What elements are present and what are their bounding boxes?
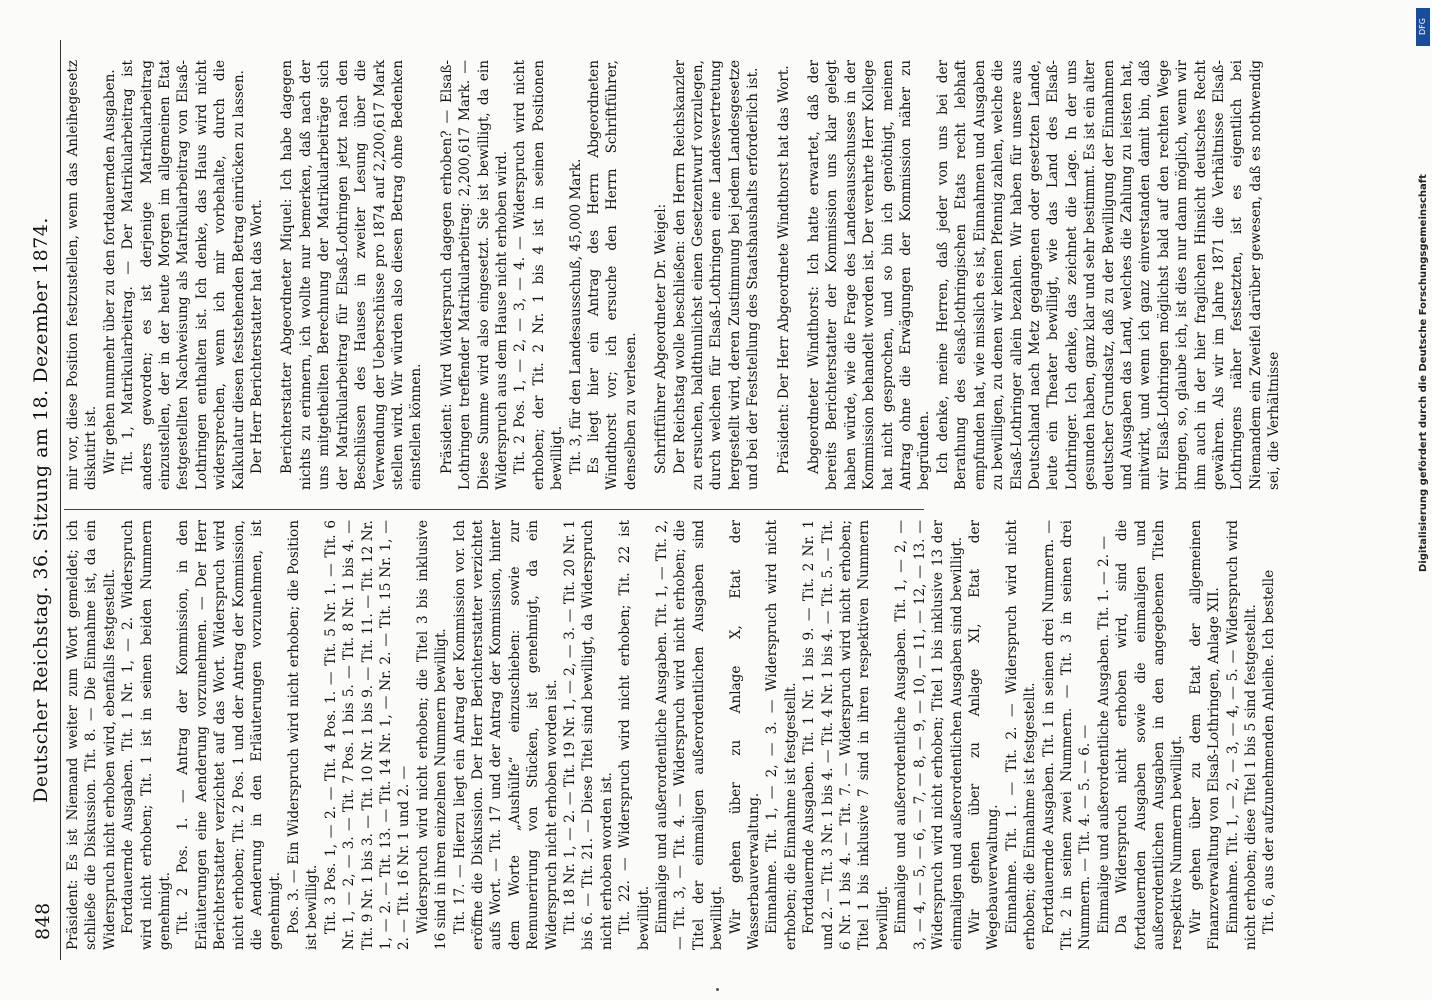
paragraph: Tit. 2 Pos. 1. — Antrag der Kommission, in den Erläuterungen eine Aenderung vorzunehmen. — Der Herr Berichterstatter verzichtet auf das Wort. Widerspruch wird nicht erhoben; Tit. 2 Pos. 1 und der Antrag der Kommission, die Aenderung in den Erläuterungen vorzunehmen, ist genehmigt. bbox=[175, 520, 284, 950]
paragraph: Es liegt hier ein Antrag des Herrn Abgeordneten Windthorst vor; ich ersuche den Herrn Schriftführer, denselben zu verlesen. bbox=[585, 60, 639, 490]
paragraph: Abgeordneter Windthorst: Ich hatte erwartet, daß der bereits Berichterstatter der Kommission uns klar gelegt haben würde, wie die Frage des Landesausschusses in der Kommission behandelt worden ist. Der verehrte Herr Kollege hat nicht gesprochen, und so bin ich genöthigt, meinen Antrag ohne die Erwägungen der Kommission näher zu begründen. bbox=[806, 60, 933, 490]
header-rule bbox=[60, 40, 61, 960]
paragraph: Wir gehen über zu dem Etat der allgemeinen Finanzverwaltung von Elsaß-Lothringen, Anlage XII. bbox=[1187, 520, 1223, 950]
paragraph: Tit. 22. — Widerspruch wird nicht erhoben; Tit. 22 ist bewilligt. bbox=[617, 520, 652, 950]
paragraph: Widerspruch wird nicht erhoben; die Titel 3 bis inklusive 16 sind in ihren einzelnen Nummern bewilligt. bbox=[414, 520, 450, 950]
paragraph: Einnahme. Tit. 1, — 2, — 3, — 4, — 5. — Widerspruch wird nicht erhoben; diese Titel 1 bis 5 sind festgestellt. bbox=[1224, 520, 1259, 950]
paragraph: Tit. 1, Matrikularbeitrag. — Der Matrikularbeitrag ist anders geworden; es ist derjenige Matrikularbeitrag einzustellen, der in der heute Morgen im allgemeinen Etat festgestellten Nachweisung als Matrikularbeitrag von Elsaß-Lothringen enthalten ist. Ich denke, das Haus wird nicht widersprechen, wenn ich mir vorbehalte, durch die Kalkulatur diesen feststehenden Betrag einrücken zu lassen. bbox=[120, 60, 247, 490]
paragraph: Tit. 3 Pos. 1, — 2. — Tit. 4 Pos. 1. — Tit. 5 Nr. 1. — Tit. 6 Nr. 1, — 2, — 3. — Tit. 7 Pos. 1 bis 5. — Tit. 8 Nr. 1 bis 4. — Tit. 9 Nr. 1 bis 3. — Tit. 10 Nr. 1 bis 9. — Tit. 11. — Tit. 12 Nr. 1, — 2. — Tit. 13. — Tit. 14 Nr. 1, — Nr. 2. — Tit. 15 Nr. 1, — 2. — Tit. 16 Nr. 1 und 2. — bbox=[322, 520, 413, 950]
digitization-credit: Digitalisierung gefördert durch die Deutsche Forschungsgemeinschaft bbox=[1418, 174, 1429, 572]
left-column bbox=[64, 520, 1279, 950]
paragraph: Einmalige und außerordentliche Ausgaben. Tit. 1, — Tit. 2, — Tit. 3, — Tit. 4. — Widerspruch wird nicht erhoben; die Titel der einmaligen außerordentlichen Ausgaben sind bewilligt. bbox=[654, 520, 726, 950]
page-title: Deutscher Reichstag. 36. Sitzung am 18. Dezember 1874. bbox=[30, 217, 52, 803]
paragraph: Tit. 17. — Hierzu liegt ein Antrag der Kommission vor. Ich eröffne die Diskussion. Der Herr Berichterstatter verzichtet aufs Wort. — Tit. 17 und der Antrag der Kommission, hinter dem Worte „Aushülfe“ einzuschieben: sowie zur Remunerirung von Stücken, ist genehmigt, da ein Widerspruch nicht erhoben worden ist. bbox=[451, 520, 560, 950]
paragraph: Schriftführer Abgeordneter Dr. Weigel: bbox=[653, 203, 670, 474]
page-header bbox=[26, 60, 60, 960]
paragraph: Tit. 2 Pos. 1, — 2, — 3, — 4. — Widerspruch wird nicht erhoben; der Tit. 2 Nr. 1 bis 4 ist in seinen Positionen bewilligt. bbox=[512, 60, 566, 490]
paragraph: Fortdauernde Ausgaben. Tit. 1 in seinen drei Nummern. — Tit. 2 in seinen zwei Nummern. — Tit. 3 in seinen drei Nummern. — Tit. 4. — 5. — 6. — bbox=[1040, 520, 1094, 950]
paragraph: Fortdauernde Ausgaben. Tit. 1 Nr. 1, — 2. Widerspruch wird nicht erhoben; Tit. 1 ist in seinen beiden Nummern genehmigt. bbox=[120, 520, 174, 950]
paragraph: Einnahme. Tit. 1. — Tit. 2. — Widerspruch wird nicht erhoben; die Einnahme ist festgestellt. bbox=[1003, 520, 1039, 950]
speck bbox=[716, 988, 719, 991]
paragraph: Ich denke, meine Herren, daß jeder von uns bei der Berathung des elsaß-lothringischen Etats recht lebhaft empfunden hat, wie misslich es ist, Einnahmen und Ausgaben zu bewilligen, zu denen wir keinen Pfennig zahlen, welche die Elsaß-Lothringer allein bezahlen. Wir haben für unsere aus Deutschland nach Metz gegangenen oder gesetzten Lande, leute ein Theater bewilligt, wie das Land des Elsaß-Lothringer. Ich denke, das zeichnet die Lage. In der uns gesunden haben, ganz klar und sehr bestimmt. Es ist ein alter deutscher Grundsatz, daß zu der Bewilligung der Einnahmen und Ausgaben das Land, welches die Zahlung zu leisten hat, mitwirkt, und wenn ich ganz einverstanden damit bin, daß wir Elsaß-Lothringen möglichst bald auf den rechten Wege bringen, so, glaube ich, ist dies nur dann möglich, wenn wir ihm auch in der hier fraglichen Hinsicht deutsches Recht gewähren. Als wir im Jahre 1871 die Verhältnisse Elsaß-Lothringens näher festsetzten, ist es eigentlich bei Niemandem ein Zweifel darüber gewesen, daß es nothwendig sei, die Verhältnisse bbox=[934, 60, 1283, 490]
paragraph: Fortdauernde Ausgaben. Tit. 1 Nr. 1 bis 9. — Tit. 2 Nr. 1 und 2. — Tit. 3 Nr. 1 bis 4. — Tit. 4 Nr. 1 bis 4. — Tit. 5. — Tit. 6 Nr. 1 bis 4. — Tit. 7. — Widerspruch wird nicht erhoben; Titel 1 bis inklusive 7 sind in ihren respektiven Nummern bewilligt. bbox=[801, 520, 891, 950]
paragraph: mir vor, diese Position festzustellen, wenn das Anleihegesetz diskutirt ist. bbox=[65, 60, 100, 490]
paragraph: Wir gehen nunmehr über zu den fortdauernden Ausgaben. bbox=[101, 69, 118, 474]
column-divider bbox=[64, 509, 924, 510]
right-column bbox=[64, 60, 1284, 490]
paragraph: Wir gehen über zu Anlage X, Etat der Wasserbauverwaltung. bbox=[727, 520, 763, 950]
page-number: 848 bbox=[32, 902, 54, 940]
paragraph: Einnahme. Tit. 1, — 2, — 3. — Widerspruch wird nicht erhoben; die Einnahme ist festgestellt. bbox=[764, 520, 799, 950]
paragraph: Der Reichstag wolle beschließen: den Herrn Reichskanzler zu ersuchen, baldthunlichst einen Gesetzentwurf vorzulegen, durch welchen für Elsaß-Lothringen eine Landesvertretung hergestellt wird, deren Zustimmung bei jedem Landesgesetze und bei der Feststellung des Staatshaushalts erforderlich ist. bbox=[671, 60, 762, 490]
paragraph: Präsident: Wird Widerspruch dagegen erhoben? — Elsaß-Lothringen treffender Matrikularbeitrag: 2,200,617 Mark. — Diese Summe wird also eingesetzt. Sie ist bewilligt, da ein Widerspruch aus dem Hause nicht erhoben wird. bbox=[438, 60, 510, 490]
paragraph: Tit. 3, für den Landesausschuß, 45,000 Mark. bbox=[567, 158, 584, 474]
paragraph: Einmalige und außerordentliche Ausgaben. Tit. 1, — 2, — 3, — 4, — 5, — 6, — 7, — 8, — 9, — 10, — 11, — 12, — 13. — Widerspruch wird nicht erhoben; Titel 1 bis inklusive 13 der einmaligen und außerordentlichen Ausgaben sind bewilligt. bbox=[893, 520, 965, 950]
paragraph: Da Widerspruch nicht erhoben wird, sind die fortdauernden Ausgaben sowie die einmaligen und außerordentlichen Ausgaben in den angegebenen Titeln respektive Nummern bewilligt. bbox=[1114, 520, 1186, 950]
paragraph: Berichterstatter Abgeordneter Miquel: Ich habe dagegen nichts zu erinnern, ich wollte nur bemerken, daß nach der uns mitgetheilten Berechnung der Matrikularbeiträge sich der Matrikularbeitrag für Elsaß-Lothringen jetzt nach den Beschlüssen des Hauses in zweiter Lesung über die Verwendung der Ueberschüsse pro 1874 auf 2,200,617 Mark stellen wird. Wir würden also diesen Betrag ohne Bedenken einstellen können. bbox=[279, 60, 425, 490]
paragraph: Wir gehen über zu Anlage XI, Etat der Wegebauverwaltung. bbox=[966, 520, 1002, 950]
paragraph: Tit. 18 Nr. 1, — 2. — Tit. 19 Nr. 1, — 2, — 3. — Tit. 20 Nr. 1 bis 6. — Tit. 21. — Diese Titel sind bewilligt, da Widerspruch nicht erhoben worden ist. bbox=[561, 520, 615, 950]
paragraph: Der Herr Berichterstatter hat das Wort. bbox=[249, 199, 266, 474]
paragraph: Präsident: Der Herr Abgeordnete Windthorst hat das Wort. bbox=[775, 65, 792, 474]
paragraph: Präsident: Es ist Niemand weiter zum Wort gemeldet; ich schließe die Diskussion. Tit. 8. — Die Einnahme ist, da ein Widerspruch nicht erhoben wird, ebenfalls festgestellt. bbox=[65, 520, 118, 950]
paragraph: Pos. 3. — Ein Widerspruch wird nicht erhoben; die Position ist bewilligt. bbox=[285, 520, 321, 950]
paragraph: Einmalige und außerordentliche Ausgaben. Tit. 1. — 2. — bbox=[1095, 536, 1112, 934]
dfg-logo: DFG bbox=[1416, 8, 1430, 46]
paragraph: Tit. 6, aus der aufzunehmenden Anleihe. Ich bestelle bbox=[1261, 569, 1278, 934]
